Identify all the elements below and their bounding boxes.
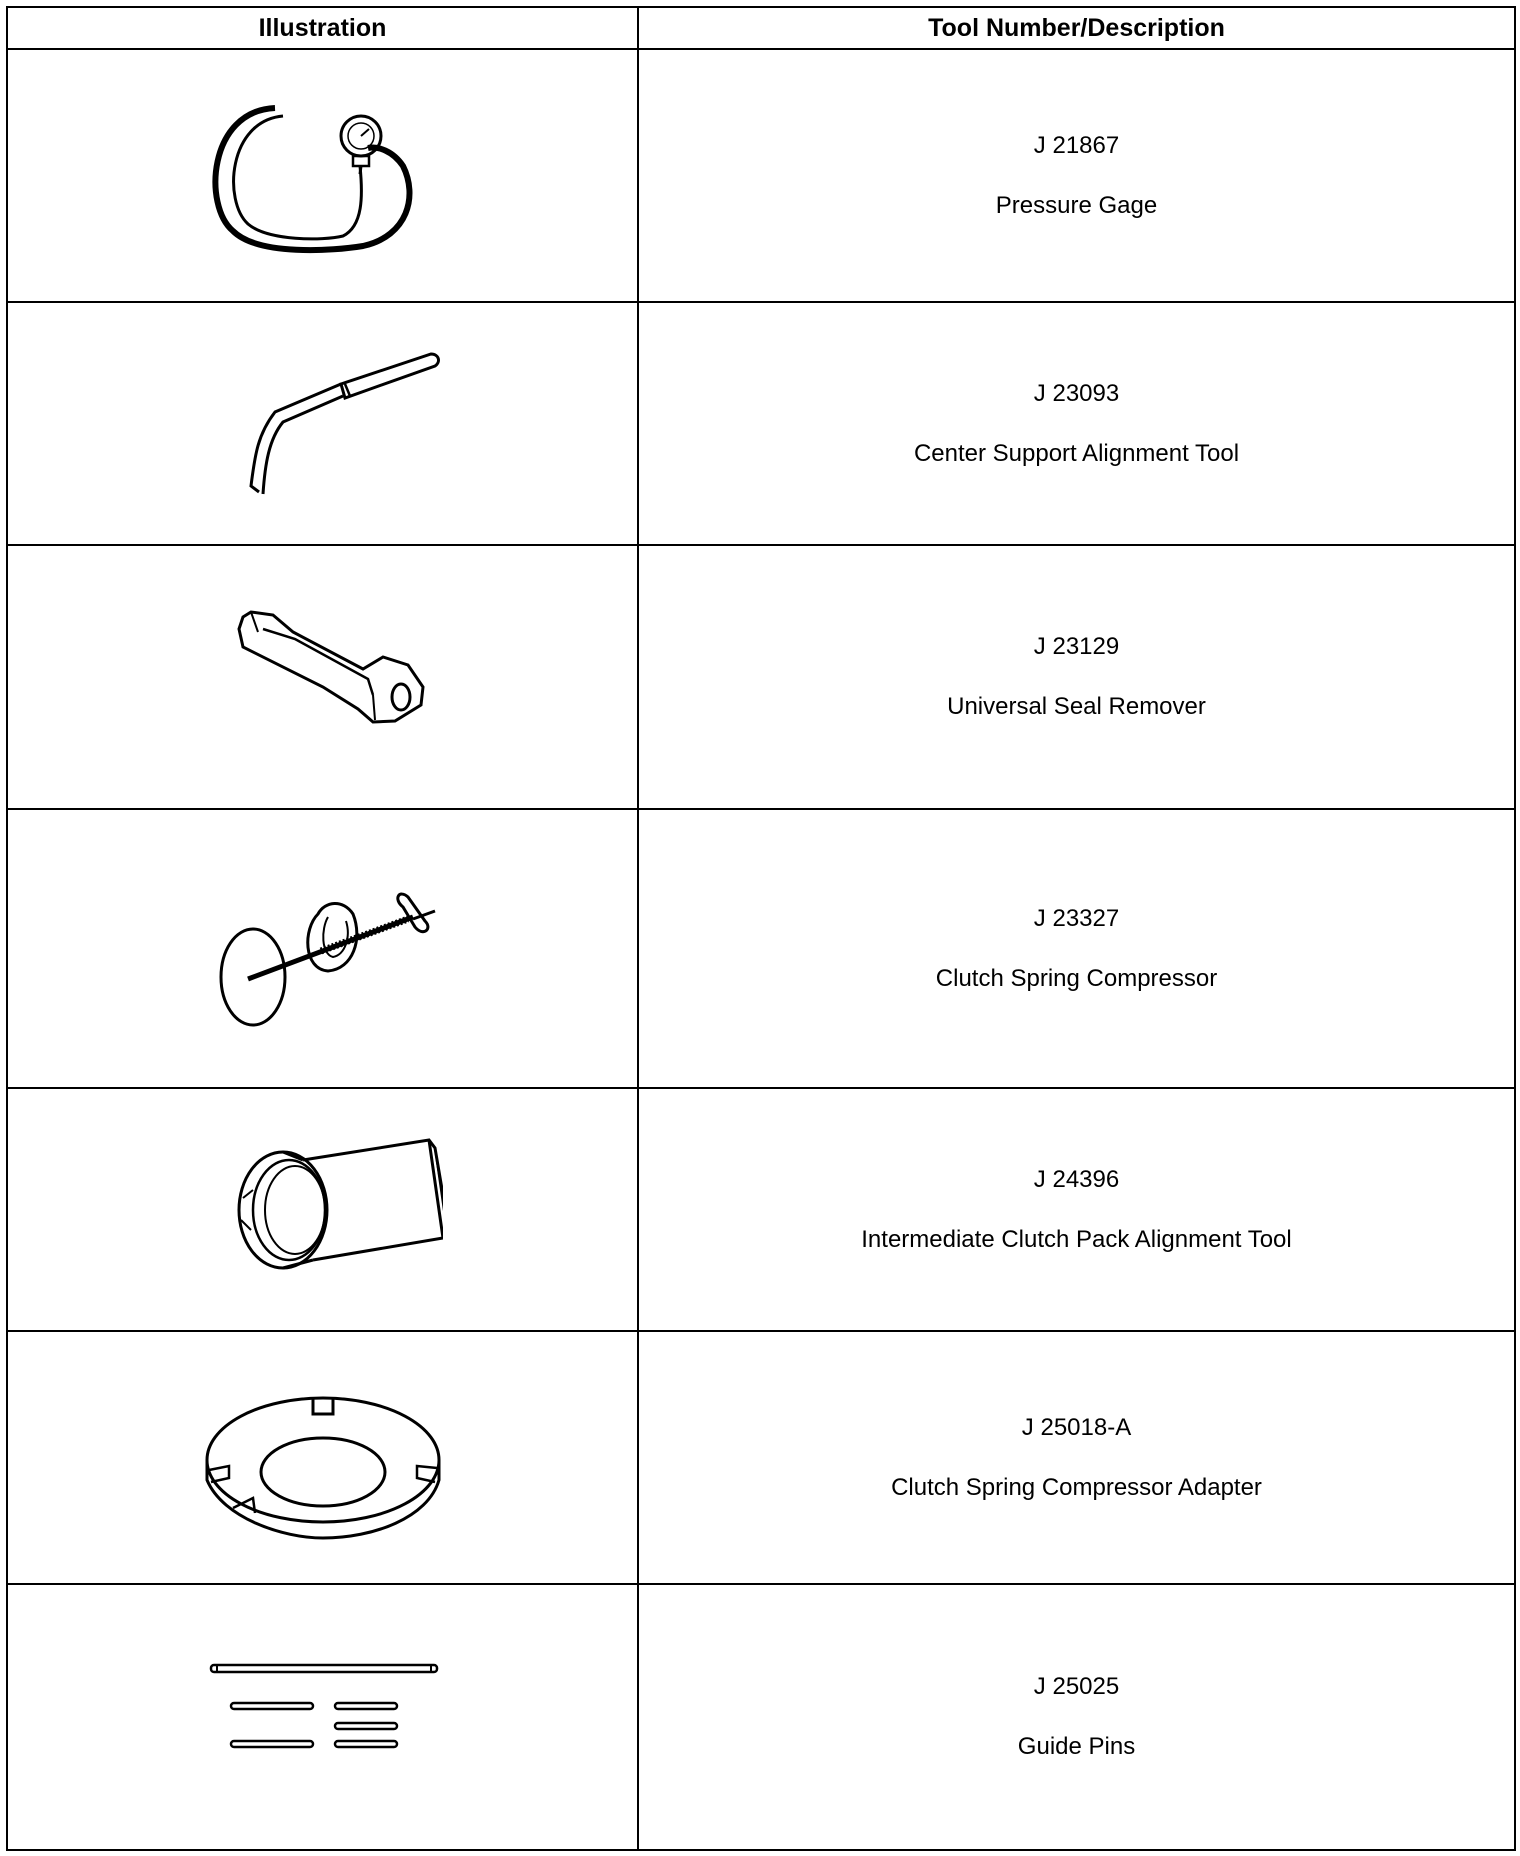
tool-number: J 23129 xyxy=(1033,633,1120,660)
tool-description-cell xyxy=(638,545,1515,809)
clutch-spring-compressor-icon xyxy=(203,859,443,1039)
guide-pins-icon xyxy=(203,1627,443,1807)
tool-description-cell xyxy=(638,1584,1515,1850)
table-row xyxy=(7,1584,1515,1850)
table-row xyxy=(7,49,1515,302)
tool-number: J 23327 xyxy=(1033,904,1120,932)
tool-description-cell xyxy=(638,1088,1515,1331)
center-support-alignment-tool-icon xyxy=(203,334,443,514)
tool-number: J 25025 xyxy=(1033,1673,1120,1700)
table-header-row xyxy=(7,7,1515,49)
tool-name: Clutch Spring Compressor Adapter xyxy=(891,1473,1262,1501)
tool-number: J 24396 xyxy=(1033,1165,1120,1193)
tool-name: Pressure Gage xyxy=(995,191,1158,219)
illustration-cell xyxy=(7,809,638,1088)
illustration-cell xyxy=(7,49,638,302)
tool-number: J 25018-A xyxy=(1021,1413,1132,1441)
pressure-gage-icon xyxy=(203,86,443,266)
tool-description-cell xyxy=(638,1331,1515,1584)
universal-seal-remover-icon xyxy=(203,587,443,767)
header-tool-number-description: Tool Number/Description xyxy=(638,7,1515,49)
tool-name: Clutch Spring Compressor xyxy=(935,964,1218,992)
tool-name: Guide Pins xyxy=(1017,1733,1136,1760)
table-row xyxy=(7,1088,1515,1331)
tool-name: Intermediate Clutch Pack Alignment Tool xyxy=(861,1225,1292,1253)
illustration-cell xyxy=(7,302,638,545)
tool-description-cell xyxy=(638,809,1515,1088)
tool-name: Universal Seal Remover xyxy=(947,693,1206,720)
table-row xyxy=(7,1331,1515,1584)
table-row xyxy=(7,809,1515,1088)
illustration-cell xyxy=(7,545,638,809)
tool-name: Center Support Alignment Tool xyxy=(913,439,1240,467)
compressor-adapter-icon xyxy=(203,1368,443,1548)
illustration-cell xyxy=(7,1331,638,1584)
clutch-pack-alignment-tool-icon xyxy=(203,1120,443,1300)
tool-number: J 23093 xyxy=(1033,379,1120,407)
tool-number: J 21867 xyxy=(1033,131,1120,159)
illustration-cell xyxy=(7,1088,638,1331)
illustration-cell xyxy=(7,1584,638,1850)
table-row xyxy=(7,545,1515,809)
tool-description-cell xyxy=(638,49,1515,302)
tool-description-cell xyxy=(638,302,1515,545)
table-row xyxy=(7,302,1515,545)
header-illustration: Illustration xyxy=(7,7,638,49)
tool-table xyxy=(6,6,1516,1851)
